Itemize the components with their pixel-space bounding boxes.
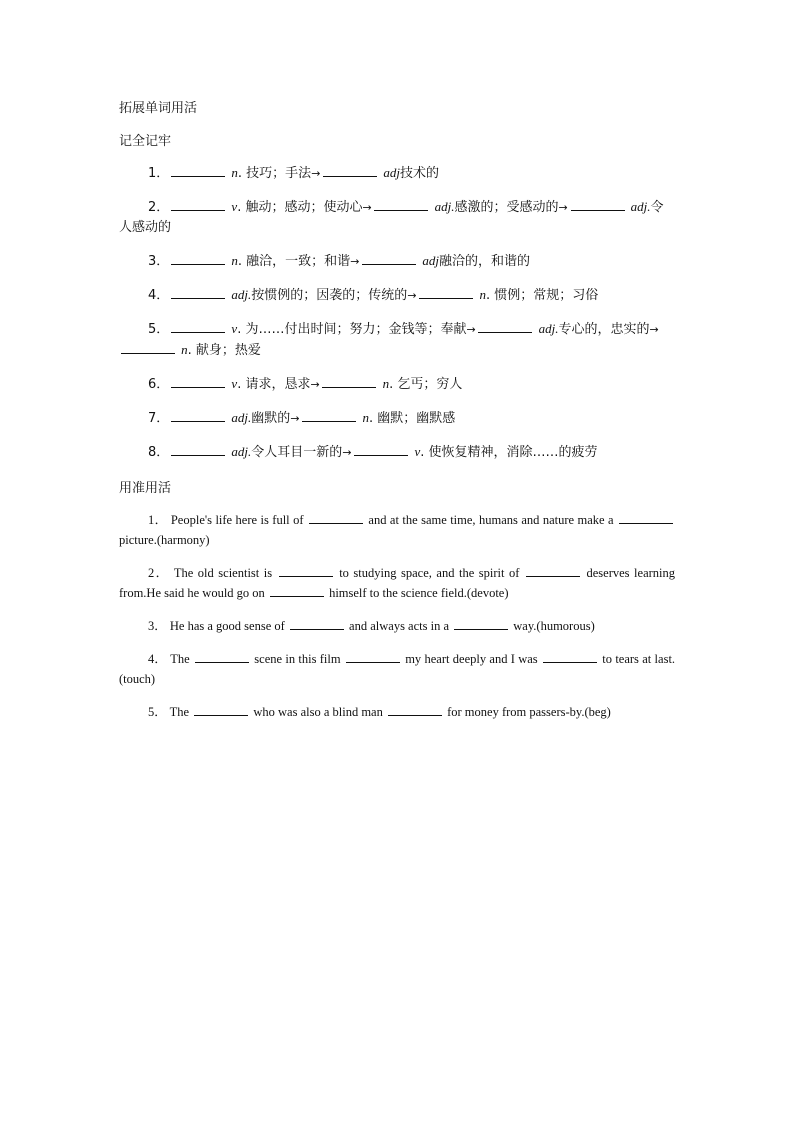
definition: 令人耳目一新的 bbox=[251, 445, 343, 460]
sentence-text: for money from passers-by.(beg) bbox=[447, 705, 611, 719]
item-number: 3． bbox=[148, 619, 167, 633]
vocab-item-5 bbox=[119, 319, 675, 361]
answer-blank[interactable] bbox=[362, 263, 416, 265]
definition: . 触动；感动；使动心 bbox=[237, 200, 363, 215]
vocab-item-6 bbox=[119, 374, 675, 395]
definition: 幽默的 bbox=[251, 411, 291, 426]
sentence-text: and always acts in a bbox=[349, 619, 450, 633]
answer-blank[interactable] bbox=[309, 522, 363, 524]
sentence-text: picture.(harmony) bbox=[119, 533, 210, 547]
answer-blank[interactable] bbox=[171, 175, 225, 177]
answer-blank[interactable] bbox=[171, 331, 225, 333]
definition: . 献身；热爱 bbox=[187, 343, 261, 358]
item-number: 4． bbox=[148, 288, 170, 303]
part-of-speech: v bbox=[231, 376, 238, 391]
answer-blank[interactable] bbox=[194, 714, 248, 716]
sentence-text: to tears at last.(touch) bbox=[119, 652, 676, 686]
sentence-text: to studying space, and the spirit of bbox=[339, 566, 520, 580]
answer-blank[interactable] bbox=[478, 331, 532, 333]
vocab-item-3 bbox=[119, 251, 675, 272]
part-of-speech: adj. bbox=[231, 410, 252, 425]
sentence-text: scene in this film bbox=[254, 652, 341, 666]
arrow-icon bbox=[350, 252, 360, 272]
part-of-speech: n bbox=[362, 410, 369, 425]
definition: . 为……付出时间；努力；金钱等；奉献 bbox=[237, 322, 467, 337]
arrow-icon bbox=[311, 164, 321, 184]
item-number: 1． bbox=[148, 166, 170, 181]
sentence-item-2 bbox=[119, 563, 675, 603]
part-of-speech: adj. bbox=[630, 199, 651, 214]
item-number: 2． bbox=[148, 200, 170, 215]
definition: . 使恢复精神，消除……的疲劳 bbox=[420, 445, 598, 460]
sentence-text: deserves learning from.He said he would go on bbox=[119, 566, 675, 600]
definition: 感激的；受感动的 bbox=[454, 200, 559, 215]
definition: 按惯例的；因袭的；传统的 bbox=[251, 288, 408, 303]
section-title-use: 用准用活 bbox=[119, 481, 172, 496]
answer-blank[interactable] bbox=[322, 386, 376, 388]
sentence-text: and at the same time, humans and nature make a bbox=[368, 513, 614, 527]
part-of-speech: adj bbox=[422, 253, 439, 268]
arrow-icon bbox=[362, 198, 372, 218]
definition: . 请求，恳求 bbox=[237, 377, 311, 392]
definition: 专心的，忠实的 bbox=[558, 322, 650, 337]
definition: 令人感动的 bbox=[119, 200, 664, 235]
item-number: 7． bbox=[148, 411, 170, 426]
part-of-speech: adj. bbox=[231, 444, 252, 459]
sentence-item-5 bbox=[119, 702, 675, 722]
sentence-text: The bbox=[169, 705, 190, 719]
sentence-item-4 bbox=[119, 649, 675, 689]
part-of-speech: v bbox=[414, 444, 421, 459]
sentence-item-3 bbox=[119, 616, 675, 636]
answer-blank[interactable] bbox=[171, 386, 225, 388]
worksheet-content bbox=[119, 97, 675, 735]
part-of-speech: n bbox=[231, 253, 238, 268]
answer-blank[interactable] bbox=[346, 661, 400, 663]
item-number: 3． bbox=[148, 254, 170, 269]
answer-blank[interactable] bbox=[302, 420, 356, 422]
part-of-speech: v bbox=[231, 321, 238, 336]
item-number: 8． bbox=[148, 445, 170, 460]
answer-blank[interactable] bbox=[526, 575, 580, 577]
answer-blank[interactable] bbox=[195, 661, 249, 663]
item-number: 2． bbox=[148, 566, 170, 580]
answer-blank[interactable] bbox=[171, 263, 225, 265]
item-number: 5． bbox=[148, 322, 170, 337]
answer-blank[interactable] bbox=[571, 209, 625, 211]
part-of-speech: adj bbox=[383, 165, 400, 180]
vocab-item-1 bbox=[119, 163, 675, 184]
definition: . 惯例；常规；习俗 bbox=[485, 288, 599, 303]
answer-blank[interactable] bbox=[171, 297, 225, 299]
definition: . 乞丐；穷人 bbox=[389, 377, 463, 392]
arrow-icon bbox=[466, 320, 476, 340]
item-number: 1． bbox=[148, 513, 168, 527]
sentence-text: way.(humorous) bbox=[513, 619, 595, 633]
definition: 融洽的，和谐的 bbox=[438, 254, 530, 269]
sentence-text: He has a good sense of bbox=[169, 619, 285, 633]
definition: . 技巧；手法 bbox=[237, 166, 312, 181]
vocab-item-7 bbox=[119, 408, 675, 429]
answer-blank[interactable] bbox=[171, 420, 225, 422]
answer-blank[interactable] bbox=[354, 454, 408, 456]
section-title-expand: 拓展单词用活 bbox=[119, 101, 198, 116]
vocab-item-2 bbox=[119, 197, 675, 238]
section-title-remember: 记全记牢 bbox=[119, 134, 172, 149]
definition: . 融洽，一致；和谐 bbox=[237, 254, 351, 269]
arrow-icon bbox=[310, 375, 320, 395]
arrow-icon bbox=[342, 443, 352, 463]
item-number: 4． bbox=[148, 652, 168, 666]
answer-blank[interactable] bbox=[323, 175, 377, 177]
sentence-item-1 bbox=[119, 510, 675, 550]
part-of-speech: adj. bbox=[538, 321, 559, 336]
definition: 技术的 bbox=[399, 166, 439, 181]
vocab-item-8 bbox=[119, 442, 675, 463]
answer-blank[interactable] bbox=[419, 297, 473, 299]
part-of-speech: n bbox=[181, 342, 188, 357]
arrow-icon bbox=[407, 286, 417, 306]
sentence-text: my heart deeply and I was bbox=[405, 652, 538, 666]
definition: . 幽默；幽默感 bbox=[368, 411, 456, 426]
part-of-speech: n bbox=[479, 287, 486, 302]
answer-blank[interactable] bbox=[374, 209, 428, 211]
arrow-icon bbox=[290, 409, 300, 429]
sentence-text: who was also a blind man bbox=[253, 705, 383, 719]
item-number: 6． bbox=[148, 377, 170, 392]
answer-blank[interactable] bbox=[454, 628, 508, 630]
sentence-text: himself to the science field.(devote) bbox=[329, 586, 509, 600]
answer-blank[interactable] bbox=[279, 575, 333, 577]
sentence-text: The bbox=[170, 652, 190, 666]
answer-blank[interactable] bbox=[270, 595, 324, 597]
answer-blank[interactable] bbox=[388, 714, 442, 716]
part-of-speech: n bbox=[382, 376, 390, 391]
answer-blank[interactable] bbox=[121, 352, 175, 354]
part-of-speech: adj. bbox=[434, 199, 455, 214]
arrow-icon bbox=[650, 320, 660, 340]
answer-blank[interactable] bbox=[619, 522, 673, 524]
item-number: 5． bbox=[148, 705, 167, 719]
part-of-speech: n bbox=[231, 165, 238, 180]
answer-blank[interactable] bbox=[290, 628, 344, 630]
sentence-text: People's life here is full of bbox=[170, 513, 304, 527]
sentence-text: The old scientist is bbox=[173, 566, 273, 580]
answer-blank[interactable] bbox=[543, 661, 597, 663]
answer-blank[interactable] bbox=[171, 209, 225, 211]
vocab-item-4 bbox=[119, 285, 675, 306]
part-of-speech: adj. bbox=[231, 287, 252, 302]
arrow-icon bbox=[559, 198, 569, 218]
answer-blank[interactable] bbox=[171, 454, 225, 456]
part-of-speech: v bbox=[231, 199, 238, 214]
